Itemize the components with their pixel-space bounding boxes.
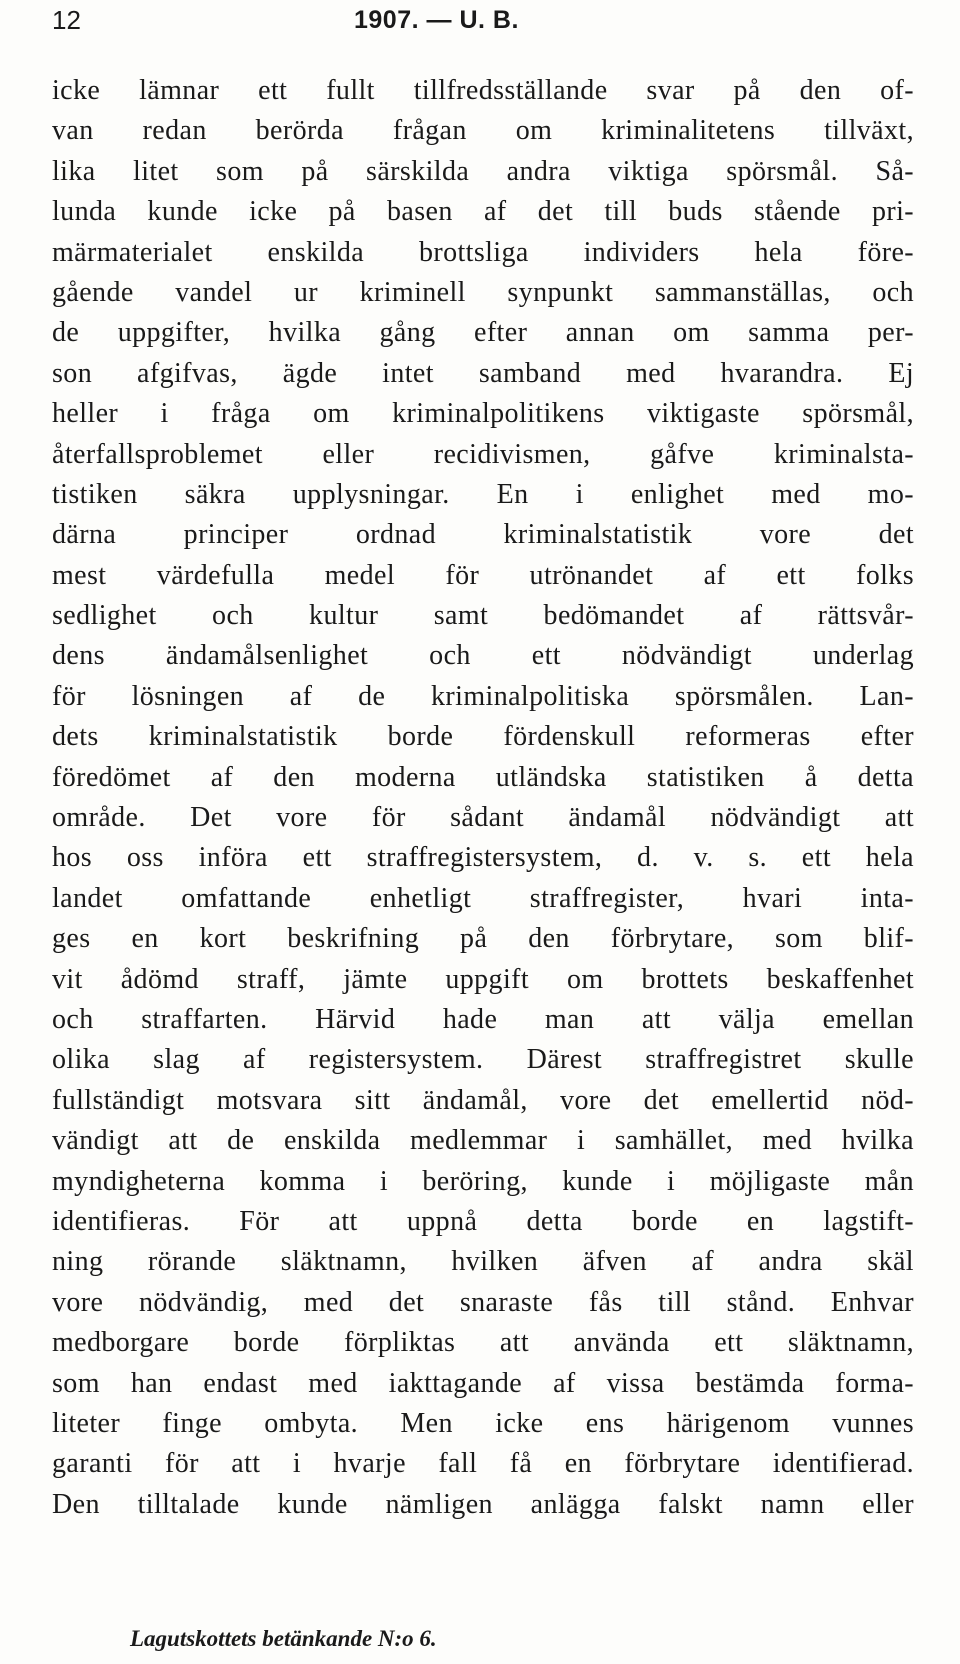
text-line: Den tilltalade kunde nämligen anlägga falskt namn eller — [52, 1488, 914, 1520]
text-line: landet omfattande enhetligt straffregister, hvari inta- — [52, 882, 914, 914]
text-line: därna principer ordnad kriminalstatistik vore det — [52, 519, 914, 551]
text-line: van redan berörda frågan om kriminalitetens tillväxt, — [52, 115, 914, 147]
text-line: gående vandel ur kriminell synpunkt sammanställas, och — [52, 276, 914, 308]
text-line: återfallsproblemet eller recidivismen, gåfve kriminalsta- — [52, 438, 914, 470]
text-line: tistiken säkra upplysningar. En i enlighet med mo- — [52, 478, 914, 510]
text-line: myndigheterna komma i beröring, kunde i möjligaste mån — [52, 1165, 914, 1197]
text-line: fullständigt motsvara sitt ändamål, vore det emellertid nöd- — [52, 1084, 914, 1116]
text-line: och straffarten. Härvid hade man att välja emellan — [52, 1003, 914, 1035]
text-line: identifieras. För att uppnå detta borde en lagstift- — [52, 1205, 914, 1237]
text-line: sedlighet och kultur samt bedömandet af rättsvår- — [52, 600, 914, 632]
text-line: olika slag af registersystem. Därest straffregistret skulle — [52, 1044, 914, 1076]
text-line: mest värdefulla medel för utrönandet af ett folks — [52, 559, 914, 591]
page-header — [52, 4, 914, 36]
text-line: lika litet som på särskilda andra viktiga spörsmål. Så- — [52, 155, 914, 187]
text-line: som han endast med iakttagande af vissa bestämda forma- — [52, 1367, 914, 1399]
text-line: vore nödvändig, med det snaraste fås till stånd. Enhvar — [52, 1286, 914, 1318]
text-line: dets kriminalstatistik borde fördenskull reformeras efter — [52, 721, 914, 753]
running-head: 1907. — U. B. — [354, 6, 519, 34]
page-footer: Lagutskottets betänkande N:o 6. — [130, 1626, 437, 1651]
text-line: ning rörande släktnamn, hvilken äfven af andra skäl — [52, 1246, 914, 1278]
text-line: medborgare borde förpliktas att använda ett släktnamn, — [52, 1327, 914, 1359]
text-line: de uppgifter, hvilka gång efter annan om samma per- — [52, 317, 914, 349]
text-line: son afgifvas, ägde intet samband med hvarandra. Ej — [52, 357, 914, 389]
text-line: område. Det vore för sådant ändamål nödvändigt att — [52, 802, 914, 834]
text-line: märmaterialet enskilda brottsliga individers hela före- — [52, 236, 914, 268]
text-line: föredömet af den moderna utländska statistiken å detta — [52, 761, 914, 793]
text-line: garanti för att i hvarje fall få en förbrytare identifierad. — [52, 1448, 914, 1480]
page-number: 12 — [52, 5, 81, 35]
text-line: för lösningen af de kriminalpolitiska spörsmålen. Lan- — [52, 680, 914, 712]
text-line: ges en kort beskrifning på den förbrytare, som blif- — [52, 923, 914, 955]
body-text — [52, 71, 914, 1525]
text-line: vändigt att de enskilda medlemmar i samhället, med hvilka — [52, 1125, 914, 1157]
text-line: dens ändamålsenlighet och ett nödvändigt underlag — [52, 640, 914, 672]
text-line: hos oss införa ett straffregistersystem, d. v. s. ett hela — [52, 842, 914, 874]
text-line: icke lämnar ett fullt tillfredsställande svar på den of- — [52, 75, 914, 106]
text-line: vit ådömd straff, jämte uppgift om brottets beskaffenhet — [52, 963, 914, 995]
text-line: lunda kunde icke på basen af det till buds stående pri- — [52, 196, 914, 228]
text-line: liteter finge ombyta. Men icke ens härigenom vunnes — [52, 1407, 914, 1439]
text-line: heller i fråga om kriminalpolitikens viktigaste spörsmål, — [52, 398, 914, 430]
